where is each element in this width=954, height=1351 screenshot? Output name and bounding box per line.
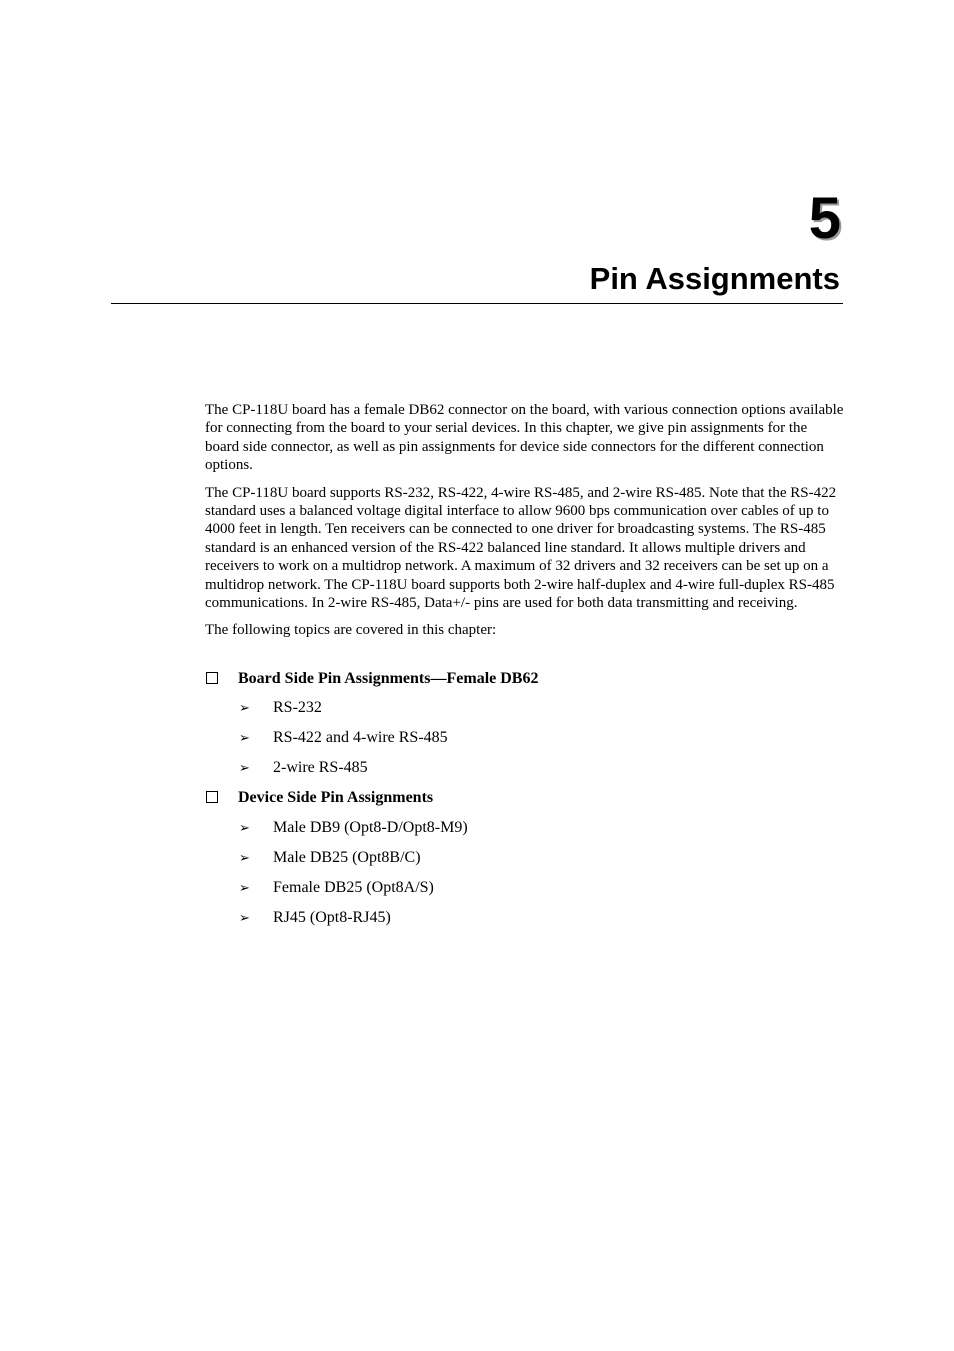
list-item xyxy=(239,818,468,839)
chapter-number: 5 xyxy=(808,186,841,251)
list-item-label: RS-232 xyxy=(273,699,322,716)
list-item xyxy=(239,698,322,719)
arrow-bullet-icon: ➢ xyxy=(239,851,250,866)
intro-paragraph-2: The CP-118U board supports RS-232, RS-422, 4-wire RS-485, and 2-wire RS-485. Note that the RS-422 standard uses a balanced voltage digital interface to allow 9600 bps communication over cables of up to 4000 feet in length. Ten receivers can be connected to one driver for broadcasting systems. The RS-485 standard is an enhanced version of the RS-422 balanced line standard. It allows multiple drivers and receivers to work on a multidrop network. A maximum of 32 drivers and 32 receivers can be set up on a multidrop network. The CP-118U board supports both 2-wire half-duplex and 4-wire full-duplex RS-485 communications. In 2-wire RS-485, Data+/- pins are used for both data transmitting and receiving. xyxy=(205,484,837,612)
list-item-label: Male DB9 (Opt8-D/Opt8-M9) xyxy=(273,819,468,836)
chapter-intro xyxy=(205,401,845,649)
topic-label: Board Side Pin Assignments—Female DB62 xyxy=(238,670,539,687)
list-item-label: Female DB25 (Opt8A/S) xyxy=(273,879,434,896)
list-item-label: RS-422 and 4-wire RS-485 xyxy=(273,729,448,746)
arrow-bullet-icon: ➢ xyxy=(239,761,250,776)
arrow-bullet-icon: ➢ xyxy=(239,701,250,716)
list-item xyxy=(239,728,448,749)
checkbox-icon xyxy=(206,791,218,803)
list-item xyxy=(239,878,434,899)
list-item-label: Male DB25 (Opt8B/C) xyxy=(273,849,421,866)
arrow-bullet-icon: ➢ xyxy=(239,821,250,836)
arrow-bullet-icon: ➢ xyxy=(239,731,250,746)
intro-paragraph-3: The following topics are covered in this chapter: xyxy=(205,622,497,639)
list-item-label: 2-wire RS-485 xyxy=(273,759,368,776)
arrow-bullet-icon: ➢ xyxy=(239,881,250,896)
list-item xyxy=(239,908,391,929)
arrow-bullet-icon: ➢ xyxy=(239,911,250,926)
topic-label: Device Side Pin Assignments xyxy=(238,789,434,806)
title-rule xyxy=(111,303,843,304)
intro-paragraph-1: The CP-118U board has a female DB62 connector on the board, with various connection options available for connecting from the board to your serial devices. In this chapter, we give pin assignments for the board side connector, as well as pin assignments for device side connectors for the different connection options. xyxy=(205,402,844,474)
chapter-title: Pin Assignments xyxy=(589,261,840,296)
topic-board-side xyxy=(205,669,539,689)
list-item xyxy=(239,848,421,869)
checkbox-icon xyxy=(206,672,218,684)
list-item-label: RJ45 (Opt8-RJ45) xyxy=(273,909,391,926)
list-item xyxy=(239,758,368,779)
topic-device-side xyxy=(205,788,434,808)
